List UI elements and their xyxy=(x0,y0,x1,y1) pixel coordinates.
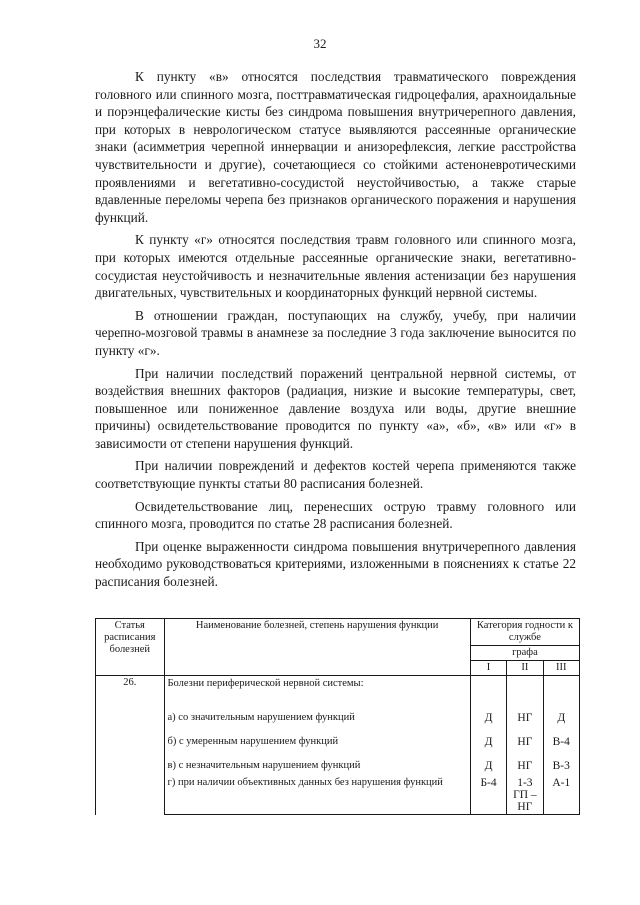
row-value: В-4 xyxy=(543,725,579,749)
row-value: Д xyxy=(470,725,506,749)
header-col-2: II xyxy=(507,661,543,676)
header-col-3: III xyxy=(543,661,579,676)
table-row xyxy=(96,773,580,815)
paragraph: При оценке выраженности синдрома повышения внутричерепного давления необходимо руководствоваться критериями, изложенными в пояснениях к статье 22 расписания болезней. xyxy=(95,538,576,590)
row-value: НГ xyxy=(507,701,543,725)
header-category: Категория годности к службе xyxy=(470,619,579,646)
paragraph: Освидетельствование лиц, перенесших острую травму головного или спинного мозга, проводится по статье 28 расписания болезней. xyxy=(95,498,576,532)
header-col-1: I xyxy=(470,661,506,676)
row-value: НГ xyxy=(507,749,543,773)
row-value: НГ xyxy=(507,725,543,749)
row-value: В-3 xyxy=(543,749,579,773)
header-name: Наименование болезней, степень нарушения функции xyxy=(164,619,470,676)
section-title: Болезни периферической нервной системы: xyxy=(164,676,470,702)
header-article: Статья расписания болезней xyxy=(96,619,165,676)
table-row xyxy=(96,725,580,749)
row-value: Д xyxy=(470,701,506,725)
paragraph: К пункту «г» относятся последствия травм головного или спинного мозга, при которых имеются отдельные рассеянные органические знаки, вегетативно-сосудистая неустойчивость и незначительные явления астенизации без нарушения двигательных, чувствительных и координаторных функций нервной системы. xyxy=(95,232,576,301)
article-number: 26. xyxy=(96,676,165,815)
disease-schedule-table xyxy=(95,618,580,815)
paragraph: При наличии последствий поражений центральной нервной системы, от воздействия внешних факторов (радиация, низкие и высокие температуры, свет, повышенное или пониженное давление воздуха или воды, другие внешние причины) освидетельствование проводится по пункту «а», «б», «в» или «г» в зависимости от степени нарушения функций. xyxy=(95,365,576,451)
table-row xyxy=(96,676,580,702)
paragraph: При наличии повреждений и дефектов костей черепа применяются также соответствующие пункты статьи 80 расписания болезней. xyxy=(95,458,576,492)
row-name: а) со значительным нарушением функций xyxy=(164,701,470,725)
row-value: Д xyxy=(543,701,579,725)
row-value: Б-4 xyxy=(470,773,506,815)
header-graph: графа xyxy=(470,646,579,661)
row-name: в) с незначительным нарушением функций xyxy=(164,749,470,773)
table-header-row xyxy=(96,619,580,646)
row-value: 1-3 ГП – НГ xyxy=(507,773,543,815)
row-value: Д xyxy=(470,749,506,773)
table-row xyxy=(96,701,580,725)
row-name: г) при наличии объективных данных без нарушения функций xyxy=(164,773,470,815)
body-text xyxy=(95,68,576,596)
paragraph: К пункту «в» относятся последствия травматического повреждения головного или спинного мозга, посттравматическая гидроцефалия, арахноидальные и порэнцефалические кисты без синдрома повышения внутричерепного давления, при которых в неврологическом статусе выявляются рассеянные органические знаки (асимметрия черепной иннервации и анизорефлексия, легкие расстройства чувствительности и другие), сочетающиеся со стойкими астеноневротическими проявлениями и вегетативно-сосудистой неустойчивостью, а также старые вдавленные переломы черепа без признаков органического поражения и нарушения функций. xyxy=(95,69,576,225)
table-row xyxy=(96,749,580,773)
row-value: А-1 xyxy=(543,773,579,815)
page-number: 32 xyxy=(313,36,327,51)
paragraph: В отношении граждан, поступающих на службу, учебу, при наличии черепно-мозговой травмы в анамнезе за последние 3 года заключение выносится по пункту «г». xyxy=(95,307,576,358)
row-name: б) с умеренным нарушением функций xyxy=(164,725,470,749)
